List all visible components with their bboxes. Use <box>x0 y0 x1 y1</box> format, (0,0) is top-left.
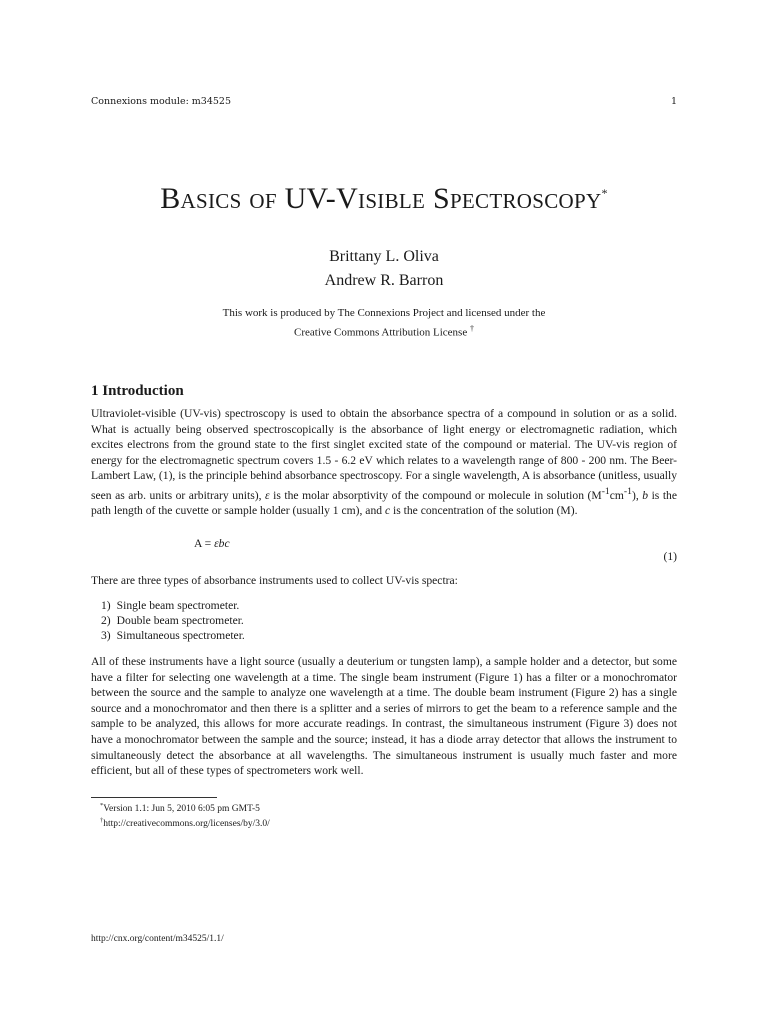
footer-url[interactable]: http://cnx.org/content/m34525/1.1/ <box>91 934 224 944</box>
title-footnote-mark: * <box>601 186 608 200</box>
running-header <box>91 96 677 107</box>
author-name: Brittany L. Oliva <box>329 248 439 265</box>
license-footnote-mark: † <box>469 324 474 333</box>
beer-lambert-equation: A = εbc <box>194 537 230 550</box>
license-line: Creative Commons Attribution License † <box>294 324 474 339</box>
license-line: This work is produced by The Connexions Project and licensed under the <box>222 307 546 319</box>
intro-paragraph: Ultraviolet-visible (UV-vis) spectroscopy is used to obtain the absorbance spectra of a compound in solution or as a solid. What is actually being observed spectroscopically is the absorbance of light energy or electromagnetic radiation, which excites electrons from the ground state to the first singlet excited state of the compound or material. The UV-vis region of energy for the electromagnetic spectrum covers 1.5 - 6.2 eV which relates to a wavelength range of 800 - 200 nm. The Beer-Lambert Law, (1), is the principle behind absorbance spectroscopy. For a single wavelength, A is absorbance (unitless, usually seen as arb. units or arbitrary units), ε is the molar absorptivity of the compound or molecule in solution $(M^{-1}cm^{-1})$, b is the path length of the cuvette or sample holder (usually 1 cm), and c is the concentration of the solution (M). <box>91 407 678 518</box>
document-title <box>0 182 768 216</box>
list-item: 3) Simultaneous spectrometer. <box>101 629 245 642</box>
footnotes <box>100 800 270 830</box>
page-number: 1 <box>670 96 677 107</box>
title-text: Basics of UV-Visible Spectroscopy <box>160 182 602 215</box>
equation-number: (1) <box>663 550 677 563</box>
list-item: 1) Single beam spectrometer. <box>101 599 240 612</box>
module-id: Connexions module: m34525 <box>91 96 232 107</box>
instruments-description-paragraph: All of these instruments have a light source (usually a deuterium or tungsten lamp), a sample holder and a detector, but some have a filter for selecting one wavelength at a time. The single beam instrument (Figure 1) has a filter or a monochromator between the source and the sample to analyze one wavelength at a time. The double beam instrument (Figure 2) has a single source and a monochromator and then there is a splitter and a series of mirrors to get the beam to a reference sample and the sample to be analyzed, this allows for more accurate readings. In contrast, the simultaneous instrument (Figure 3) does not have a monochromator between the sample and the source; instead, it has a diode array detector that allows the instrument to simultaneously detect the absorbance at all wavelengths. The simultaneous instrument is usually much faster and more efficient, but all of these types of spectrometers work well. <box>91 655 677 778</box>
footnote-divider <box>91 797 217 798</box>
author-name: Andrew R. Barron <box>324 272 444 289</box>
author-list <box>0 245 768 293</box>
footnote: †http://creativecommons.org/licenses/by/3.0/ <box>100 817 270 830</box>
section-heading: 1 Introduction <box>91 383 184 399</box>
list-item: 2) Double beam spectrometer. <box>101 614 244 627</box>
license-notice <box>0 305 768 341</box>
instruments-intro-paragraph: There are three types of absorbance instruments used to collect UV-vis spectra: <box>91 574 458 587</box>
footnote: *Version 1.1: Jun 5, 2010 6:05 pm GMT-5 <box>100 802 260 815</box>
instrument-list <box>101 598 245 643</box>
